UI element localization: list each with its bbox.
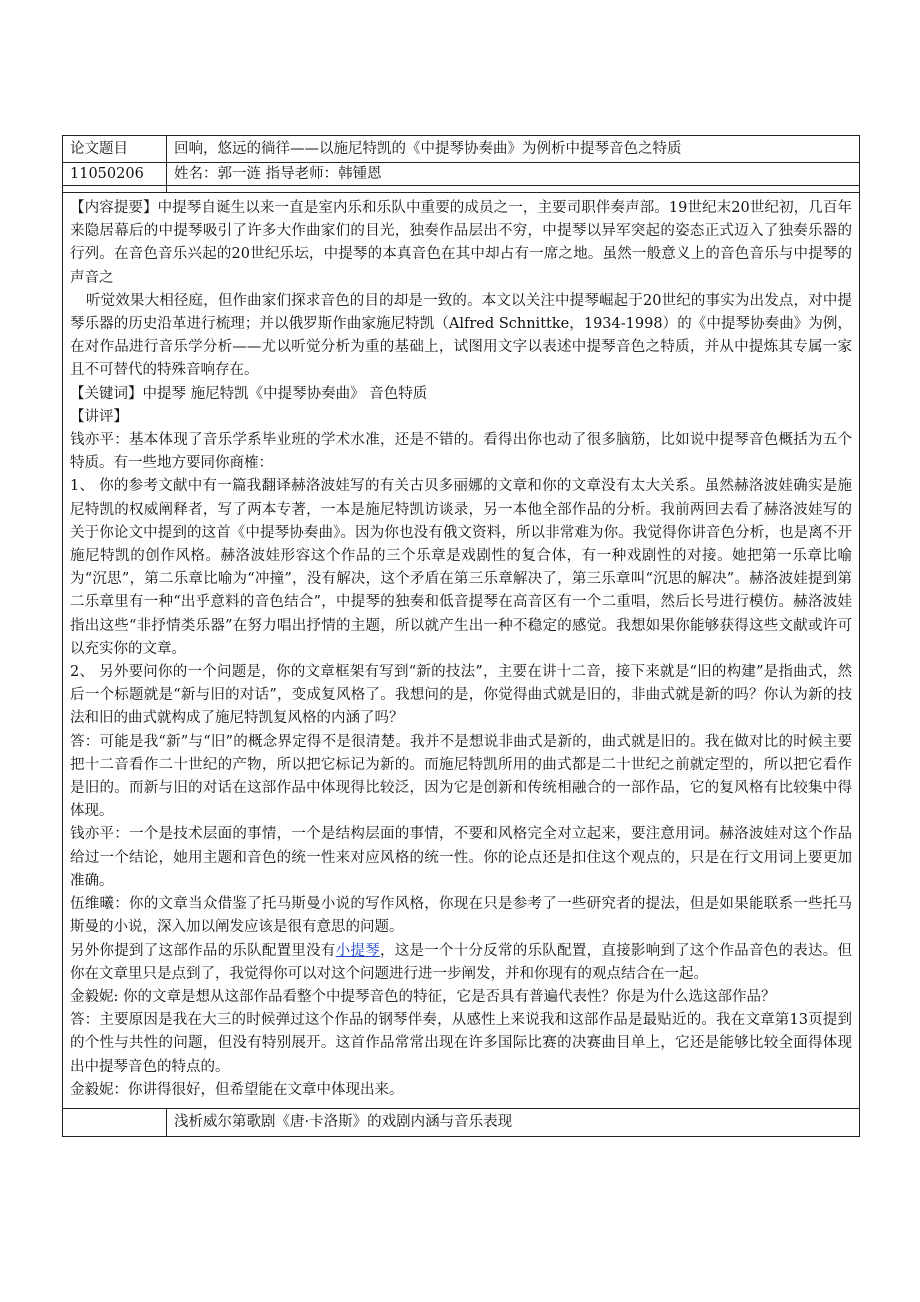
spacer-cell <box>63 186 167 192</box>
review-text: ，这是一个十分反常的乐队配置，直接影响到了这个作品音色的表达。但你在文章里只是点到了，我觉得你可以对这个问题进行进一步阐发，并和你现有的观点结合在一起。 <box>70 942 852 982</box>
next-thesis-row <box>63 1109 859 1136</box>
review-paragraph: 钱亦平：基本体现了音乐学系毕业班的学术水准，还是不错的。看得出你也动了很多脑筋，比如说中提琴音色概括为五个特质。有一些地方要同你商榷： <box>70 432 852 472</box>
keywords-text: 中提琴 施尼特凯《中提琴协奏曲》 音色特质 <box>142 385 428 402</box>
title-row <box>63 136 859 163</box>
review-paragraph: 答：主要原因是我在大三的时候弹过这个作品的钢琴伴奏，从感性上来说我和这部作品是最贴近的。我在文章第13页提到的个性与共性的问题，但没有特别展开。这首作品常常出现在许多国际比赛的决赛曲目单上，它还是能够比较全面得体现出中提琴音色的特点的。 <box>70 1012 852 1075</box>
review-paragraph: 钱亦平：一个是技术层面的事情，一个是结构层面的事情，不要和风格完全对立起来，要注意用词。赫洛波娃对这个作品给过一个结论，她用主题和音色的统一性来对应风格的统一性。你的论点还是扣住这个观点的，只是在行文用词上要更加准确。 <box>70 826 852 889</box>
review-paragraph: 2、 另外要问你的一个问题是，你的文章框架有写到“新的技法”，主要在讲十二音，接下来就是“旧的构建”是指曲式，然后一个标题就是“新与旧的对话”，变成复风格了。我想问的是，你觉得曲式就是旧的，非曲式就是新的吗？你认为新的技法和旧的曲式就构成了施尼特凯复风格的内涵了吗？ <box>70 664 852 727</box>
spacer-cell-value <box>167 186 859 192</box>
student-id: 11050206 <box>63 163 167 185</box>
review-paragraph: 伍维曦：你的文章当众借鉴了托马斯曼小说的写作风格，你现在只是参考了一些研究者的提法，但是如果能联系一些托马斯曼的小说，深入加以阐发应该是很有意思的问题。 <box>70 896 852 936</box>
review-paragraph <box>70 940 852 986</box>
keywords-paragraph <box>70 383 852 406</box>
review-paragraph: 金毅妮: 你的文章是想从这部作品看整个中提琴音色的特征，它是否具有普遍代表性？你是为什么选这部作品？ <box>70 988 776 1005</box>
thesis-title: 回响，悠远的徜徉——以施尼特凯的《中提琴协奏曲》为例析中提琴音色之特质 <box>174 141 682 157</box>
thesis-table <box>62 135 860 1137</box>
author-advisor: 姓名：郭一涟 指导老师：韩锺恩 <box>174 166 382 182</box>
content-cell <box>63 193 859 1108</box>
review-paragraph: 答：可能是我“新”与“旧”的概念界定得不是很清楚。我并不是想说非曲式是新的，曲式就是旧的。我在做对比的时候主要把十二音看作二十世纪的产物，所以把它标记为新的。而施尼特凯所用的曲式都是二十世纪之前就定型的，所以把它看作是旧的。而新与旧的对话在这部作品中体现得比较泛，因为它是创新和传统相融合的一部作品，它的复风格有比较集中得体现。 <box>70 733 852 820</box>
content-row <box>63 193 859 1109</box>
violin-link[interactable]: 小提琴 <box>335 942 380 959</box>
abstract-text-cont: 听觉效果大相径庭，但作曲家们探求音色的目的却是一致的。本文以关注中提琴崛起于20世纪的事实为出发点，对中提琴乐器的历史沿革进行梳理；并以俄罗斯作曲家施尼特凯（Alfred Schnittke，1934-1998）的《中提琴协奏曲》为例，在对作品进行音乐学分析——尤以听觉分析为重的基础上，试图用文字以表述中提琴音色之特质，并从中提炼其专属一家且不可替代的特殊音响存在。 <box>70 292 852 379</box>
next-thesis-title: 浅析威尔第歌剧《唐·卡洛斯》的戏剧内涵与音乐表现 <box>174 1113 513 1130</box>
abstract-paragraph <box>70 197 852 290</box>
author-row <box>63 163 859 186</box>
abstract-heading: 【内容提要】 <box>70 200 158 216</box>
spacer-row <box>63 186 859 193</box>
review-text: 另外你提到了这部作品的乐队配置里没有 <box>70 942 336 959</box>
review-heading: 【讲评】 <box>70 408 128 425</box>
review-paragraph: 金毅妮：你讲得很好，但希望能在文章中体现出来。 <box>70 1081 404 1098</box>
review-paragraph: 1、 你的参考文献中有一篇我翻译赫洛波娃写的有关古贝多丽娜的文章和你的文章没有太大关系。虽然赫洛波娃确实是施尼特凯的权威阐释者，写了两本专著，一本是施尼特凯访谈录，另一本他全部作品的分析。我前两回去看了赫洛波娃写的关于你论文中提到的这首《中提琴协奏曲》。因为你也没有俄文资料，所以非常难为你。我觉得你讲音色分析，也是离不开施尼特凯的创作风格。赫洛波娃形容这个作品的三个乐章是戏剧性的复合体，有一种戏剧性的对接。她把第一乐章比喻为“沉思”，第二乐章比喻为“冲撞”，没有解决，这个矛盾在第三乐章解决了，第三乐章叫“沉思的解决”。赫洛波娃提到第二乐章里有一种“出乎意料的音色结合”，中提琴的独奏和低音提琴在高音区有一个二重唱，然后长号进行模仿。赫洛波娃指出这些“非抒情类乐器”在努力唱出抒情的主题，所以就产生出一种不稳定的感觉。我想如果你能够获得这些文献或许可以充实你的文章。 <box>70 478 852 657</box>
next-thesis-label <box>63 1109 167 1136</box>
title-label: 论文题目 <box>63 136 167 162</box>
keywords-heading: 【关键词】 <box>70 385 143 402</box>
abstract-text: 中提琴自诞生以来一直是室内乐和乐队中重要的成员之一，主要司职伴奏声部。19世纪末20世纪初，几百年来隐居幕后的中提琴吸引了许多大作曲家们的目光，独奏作品层出不穷，中提琴以异军突起的姿态正式迈入了独奏乐器的行列。在音色音乐兴起的20世纪乐坛，中提琴的本真音色在其中却占有一席之地。虽然一般意义上的音色音乐与中提琴的声音之 <box>70 200 853 286</box>
